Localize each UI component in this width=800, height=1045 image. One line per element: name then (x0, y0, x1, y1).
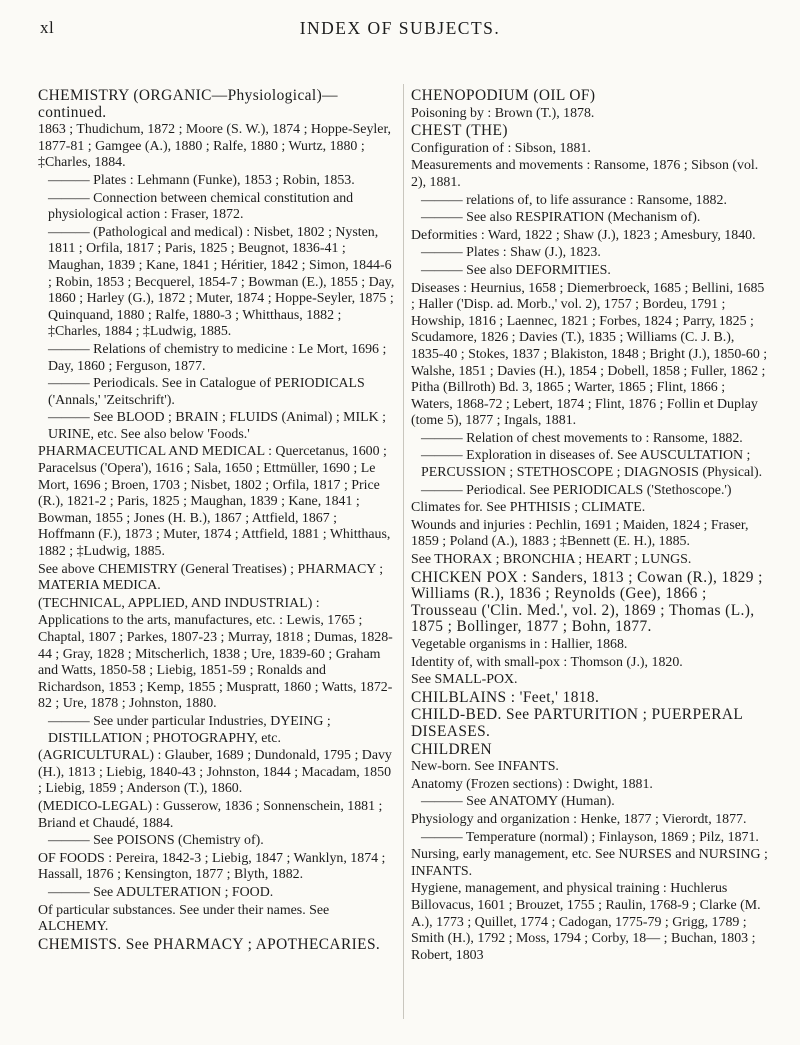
index-entry: (TECHNICAL, APPLIED, AND INDUSTRIAL) : (38, 595, 320, 611)
index-entry: Poisoning by : Brown (T.), 1878. (411, 105, 595, 121)
index-entry: New-born. See INFANTS. (411, 759, 559, 775)
index-entry: Hygiene, management, and physical training : Huchlerus Billovacus, 1601 ; Brouzet, 1755 ; Raulin, 1768-9 ; Clarke (M. A.), 1773 ; Quillet, 1774 ; Cadogan, 1775-79 ; Grigg, 1789 ; Smith (H.), 1792 ; Moss, 1794 ; Corby, 18— ; Buchan, 1803 ; Robert, 1803 (411, 881, 761, 963)
index-entry: Nursing, early management, etc. See NURSES and NURSING ; INFANTS. (411, 847, 768, 879)
index-entry: 1863 ; Thudichum, 1872 ; Moore (S. W.), 1874 ; Hoppe-Seyler, 1877-81 ; Gamgee (A.), 1880 ; Ralfe, 1880 ; Wurtz, 1880 ; ‡Charles, 1884. (38, 122, 391, 171)
index-heading: CHILDREN (411, 740, 493, 758)
index-entry: Measurements and movements : Ransome, 1876 ; Sibson (vol. 2), 1881. (411, 158, 759, 190)
index-entry: Deformities : Ward, 1822 ; Shaw (J.), 1823 ; Amesbury, 1840. (411, 227, 756, 243)
index-entry: ——— Periodical. See PERIODICALS ('Stethoscope.') (421, 482, 732, 498)
index-heading: CHENOPODIUM (OIL OF) (411, 88, 596, 104)
index-entry: ——— Exploration in diseases of. See AUSCULTATION ; PERCUSSION ; STETHOSCOPE ; DIAGNOSIS (Physical). (421, 448, 763, 481)
index-heading: CHEMISTS. See PHARMACY ; APOTHECARIES. (38, 935, 381, 953)
page-header (40, 18, 760, 42)
index-entry: Identity of, with small-pox : Thomson (J.), 1820. (411, 654, 683, 670)
index-entry: See THORAX ; BRONCHIA ; HEART ; LUNGS. (411, 552, 692, 568)
index-entry: ——— See BLOOD ; BRAIN ; FLUIDS (Animal) ; MILK ; URINE, etc. See also below 'Foods.' (48, 410, 386, 442)
right-column (411, 88, 769, 1033)
index-entry: ——— Temperature (normal) ; Finlayson, 1869 ; Pilz, 1871. (421, 829, 759, 845)
index-entry: ——— See under particular Industries, DYEING ; DISTILLATION ; PHOTOGRAPHY, etc. (48, 713, 331, 746)
index-entry: Vegetable organisms in : Hallier, 1868. (411, 637, 628, 652)
index-entry: ——— Plates : Lehmann (Funke), 1853 ; Robin, 1853. (48, 172, 355, 188)
index-entry: Diseases : Heurnius, 1658 ; Diemerbroeck, 1685 ; Bellini, 1685 ; Haller ('Disp. ad. Morb.,' vol. 2), 1757 ; Bordeu, 1791 ; Howship, 1816 ; Laennec, 1821 ; Forbes, 1824 ; Parry, 1825 ; Scudamore, 1826 ; Davies (T.), 1835 ; Williams (C. J. B.), 1835-40 ; Stokes, 1837 ; Blakiston, 1848 ; Bright (J.), 1850-60 ; Walshe, 1851 ; Davies (H.), 1854 ; Dobell, 1858 ; Fuller, 1862 ; Pitha (Billroth) Bd. 3, 1865 ; Warter, 1865 ; Flint, 1866 ; Waters, 1868-72 ; Lebert, 1874 ; Flint, 1876 ; Follin et Duplay (tome 5), 1877 ; Ingals, 1881. (411, 280, 768, 429)
index-entry: Climates for. See PHTHISIS ; CLIMATE. (411, 500, 646, 516)
index-entry: ——— Connection between chemical constitution and physiological action : Fraser, 1872. (48, 190, 354, 223)
index-entry: ——— (Pathological and medical) : Nisbet, 1802 ; Nysten, 1811 ; Orfila, 1817 ; Paris, 1825 ; Beugnot, 1836-41 ; Maughan, 1839 ; Kane, 1841 ; Héritier, 1842 ; Simon, 1844-6 ; Robin, 1853 ; Becquerel, 1854-7 ; Bowman (E.), 1855 ; Day, 1860 ; Harley (G.), 1872 ; Muter, 1874 ; Hoppe-Seyler, 1875 ; Quinquand, 1880 ; Ralfe, 1880-3 ; Whitthaus, 1882 ; ‡Charles, 1884 ; ‡Ludwig, 1885. (48, 224, 395, 340)
index-entry: (AGRICULTURAL) : Glauber, 1689 ; Dundonald, 1795 ; Davy (H.), 1813 ; Liebig, 1840-43 ; Johnston, 1844 ; Macadam, 1850 ; Liebig, 1859 ; Anderson (T.), 1860. (38, 748, 392, 797)
index-entry: ——— Relations of chemistry to medicine : Le Mort, 1696 ; Day, 1860 ; Ferguson, 1877. (48, 341, 387, 374)
column-divider (403, 84, 404, 1019)
index-entry: ——— See also RESPIRATION (Mechanism of). (421, 210, 701, 226)
index-entry: Applications to the arts, manufactures, etc. : Lewis, 1765 ; Chaptal, 1807 ; Parkes, 1807-23 ; Murray, 1818 ; Dumas, 1828-44 ; Gray, 1828 ; Mitscherlich, 1838 ; Ure, 1839-60 ; Graham and Watts, 1850-58 ; Liebig, 1851-59 ; Ronalds and Richardson, 1853 ; Kemp, 1855 ; Muspratt, 1860 ; Watts, 1872-82 ; Ure, 1878 ; Johnston, 1880. (38, 613, 393, 712)
index-entry: Physiology and organization : Henke, 1877 ; Vierordt, 1877. (411, 811, 747, 827)
index-entry: ——— See ADULTERATION ; FOOD. (48, 884, 274, 900)
index-entry: Wounds and injuries : Pechlin, 1691 ; Maiden, 1824 ; Fraser, 1859 ; Poland (A.), 1883 ; ‡Bennett (E. H.), 1885. (411, 517, 749, 550)
page-number: xl (40, 18, 55, 37)
index-heading: CHILD-BED. See PARTURITION ; PUERPERAL DISEASES. (411, 706, 743, 740)
index-entry: ——— See also DEFORMITIES. (421, 262, 611, 278)
index-entry: See SMALL-POX. (411, 672, 518, 688)
left-column (38, 88, 396, 1033)
index-entry: See above CHEMISTRY (General Treatises) ; PHARMACY ; MATERIA MEDICA. (38, 561, 384, 594)
index-entry: ——— See ANATOMY (Human). (421, 794, 615, 810)
index-entry: (MEDICO-LEGAL) : Gusserow, 1836 ; Sonnenschein, 1881 ; Briand et Chaudé, 1884. (38, 798, 383, 831)
index-heading: CHILBLAINS : 'Feet,' 1818. (411, 688, 600, 706)
index-entry: ——— Periodicals. See in Catalogue of PERIODICALS ('Annals,' 'Zeitschrift'). (48, 376, 365, 408)
running-title: INDEX OF SUBJECTS. (299, 18, 501, 38)
index-entry: PHARMACEUTICAL AND MEDICAL : Quercetanus, 1600 ; Paracelsus ('Opera'), 1616 ; Sala, 1650 ; Ettmüller, 1690 ; Le Mort, 1696 ; Broen, 1703 ; Nisbet, 1802 ; Orfila, 1817 ; Price (R.), 1821-2 ; Paris, 1825 ; Maughan, 1839 ; Kane, 1841 ; Bowman, 1855 ; Jones (H. B.), 1867 ; Attfield, 1867 ; Hoffmann (F.), 1873 ; Muter, 1874 ; Attfield, 1881 ; Whitthaus, 1882 ; ‡Ludwig, 1885. (38, 444, 391, 560)
index-heading: CHEMISTRY (ORGANIC—Physiological)—continued. (38, 88, 338, 121)
index-heading: CHICKEN POX : Sanders, 1813 ; Cowan (R.), 1829 ; Williams (R.), 1836 ; Reynolds (Gee), 1866 ; Trousseau ('Clin. Med.', vol. 2), 1869 ; Thomas (L.), 1875 ; Bollinger, 1877 ; Bohn, 1877. (411, 568, 763, 636)
index-entry: Configuration of : Sibson, 1881. (411, 140, 591, 156)
index-entry: OF FOODS : Pereira, 1842-3 ; Liebig, 1847 ; Wanklyn, 1874 ; Hassall, 1876 ; Kensington, 1877 ; Blyth, 1882. (38, 850, 386, 883)
index-entry: ——— See POISONS (Chemistry of). (48, 833, 264, 849)
index-entry: Of particular substances. See under their names. See ALCHEMY. (38, 902, 330, 935)
index-entry: ——— relations of, to life assurance : Ransome, 1882. (421, 192, 727, 208)
index-heading: CHEST (THE) (411, 122, 508, 140)
index-entry: ——— Relation of chest movements to : Ransome, 1882. (421, 430, 743, 446)
index-entry: ——— Plates : Shaw (J.), 1823. (421, 245, 601, 261)
index-entry: Anatomy (Frozen sections) : Dwight, 1881. (411, 776, 653, 792)
